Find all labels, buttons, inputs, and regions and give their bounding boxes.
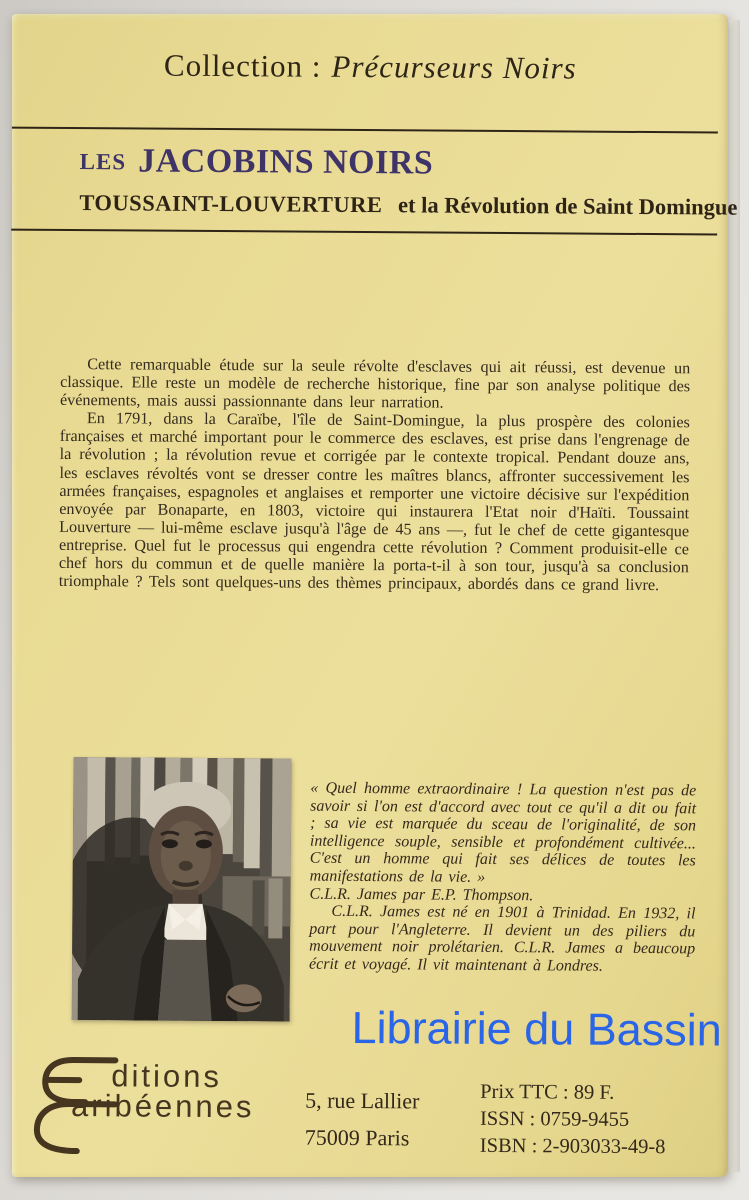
collection-label: Collection : [163,47,322,84]
title-main: JACOBINS NOIRS [138,142,434,182]
book-back-cover [12,14,738,1177]
isbn: ISBN : 2-903033-49-8 [479,1134,666,1159]
book-title [80,142,434,182]
publisher-logo [27,1050,318,1172]
author-photo [72,757,292,1022]
address-city: 75009 Paris [304,1124,410,1151]
bookseller-watermark: Librairie du Bassin [351,1001,723,1056]
issn: ISSN : 0759-9455 [479,1107,630,1131]
quote-attribution: C.L.R. James par E.P. Thompson. [309,885,534,904]
synopsis-text [59,355,691,595]
publisher-name-line1: ditions [111,1058,223,1095]
synopsis-paragraph-2: En 1791, dans la Caraïbe, l'île de Saint-Domingue, la plus prospère des colonies françaises et marché important pour le commerce des esclaves, est prise dans l'engrenage de la révolution ; la révolution revue et corrigée par le contexte tropical. Pendant douze ans, les esclaves révoltés vont se dresser contre les maîtres blancs, affronter successivement les armées françaises, espagnoles et anglaises et remporter une victoire décisive sur l'expédition envoyée par Bonaparte, en 1803, victoire qui instaurera l'Etat noir d'Haïti. Toussaint Louverture — lui-même esclave jusqu'à l'âge de 45 ans —, fut le chef de cette gigantesque entreprise. Quel fut le processus qui engendra cette révolution ? Comment produisit-elle ce chef hors du commun et de quelle manière la porta-t-il à son tour, jusqu'à sa conclusion triomphale ? Tels sont quelques-uns des thèmes principaux, abordés dans ce grand livre. [58,409,690,595]
clr-james-portrait-illustration [72,757,292,1022]
author-panel-text [309,780,696,976]
horizontal-rule-top [12,127,718,134]
title-prefix: LES [79,149,127,175]
book-pages-fore-edge [729,20,740,1172]
publisher-address [305,1082,420,1157]
horizontal-rule-under-title [11,229,717,236]
pricing-block [480,1079,666,1161]
waistcoat [156,940,215,1021]
publisher-name-line2: aribéennes [70,1088,255,1125]
printed-layer [5,14,738,1182]
collection-name: Précurseurs Noirs [331,48,577,86]
subtitle-rest: et la Révolution de Saint Domingue [397,192,738,220]
synopsis-paragraph-1: Cette remarquable étude sur la seule révolte d'esclaves qui ait réussi, est devenue un classique. Elle reste un modèle de recherche historique, fine par son analyse politique des événements, mais aussi passionnante dans leur narration. [59,355,691,412]
price-ttc: Prix TTC : 89 F. [480,1080,615,1104]
address-street: 5, rue Lallier [305,1087,420,1114]
subtitle-author-name: TOUSSAINT-LOUVERTURE [79,190,383,218]
author-bio: C.L.R. James est né en 1901 à Trinidad. En 1932, il part pour l'Angleterre. Il devient un des piliers du mouvement noir prolétarien. C.L.R. James a beaucoup écrit et voyagé. Il vit maintenant à Londres. [309,902,696,975]
collection-header [12,47,728,88]
thompson-quote: « Quel homme extraordinaire ! La question n'est pas de savoir si l'on est d'accord avec tout ce qu'il a dit ou fait ; sa vie est marquée du sceau de l'originalité, de son intelligence souple, sensible et profondément cultivée... C'est un homme qui fait ses délices de toutes les manifestations de la vie. » [309,779,697,886]
book-subtitle [79,190,737,221]
